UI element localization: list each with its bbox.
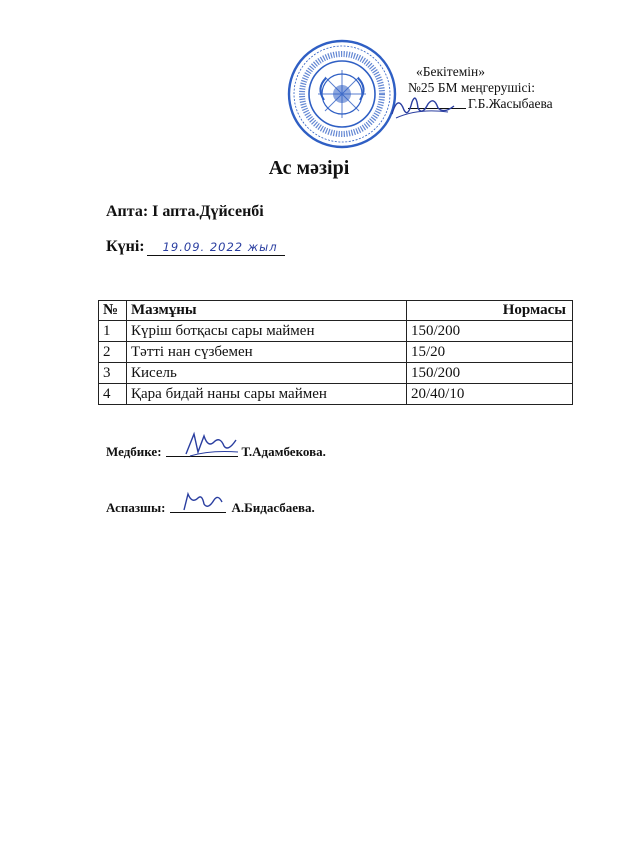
cell-norm: 150/200 bbox=[407, 321, 573, 342]
cell-norm: 150/200 bbox=[407, 363, 573, 384]
table-row bbox=[99, 342, 573, 363]
approval-position: №25 БМ меңгерушісі: bbox=[408, 80, 535, 95]
nurse-label: Медбике: bbox=[106, 444, 162, 459]
cell-dish: Қара бидай наны сары маймен bbox=[127, 384, 407, 405]
table-row bbox=[99, 321, 573, 342]
cook-label: Аспазшы: bbox=[106, 500, 166, 515]
cell-norm: 15/20 bbox=[407, 342, 573, 363]
table-header-row bbox=[99, 301, 573, 321]
cell-dish: Тәтті нан сүзбемен bbox=[127, 342, 407, 363]
cell-number: 2 bbox=[99, 342, 127, 363]
cook-name: А.Бидасбаева. bbox=[231, 500, 315, 515]
cell-norm: 20/40/10 bbox=[407, 384, 573, 405]
week-line: Апта: І апта.Дүйсенбі bbox=[106, 203, 264, 220]
nurse-name: Т.Адамбекова. bbox=[241, 444, 326, 459]
page-title: Ас мәзірі bbox=[268, 157, 350, 179]
cell-dish: Күріш ботқасы сары маймен bbox=[127, 321, 407, 342]
cook-signature bbox=[178, 488, 226, 516]
cell-dish: Кисель bbox=[127, 363, 407, 384]
menu-table bbox=[98, 300, 573, 405]
date-value: 19.09. 2022 жыл bbox=[147, 240, 285, 256]
cell-number: 3 bbox=[99, 363, 127, 384]
nurse-signature bbox=[180, 428, 242, 460]
table-row bbox=[99, 384, 573, 405]
approval-name: Г.Б.Жасыбаева bbox=[468, 96, 553, 111]
col-header-number: № bbox=[99, 301, 127, 321]
col-header-norm: Нормасы bbox=[407, 301, 573, 321]
col-header-content: Мазмұны bbox=[127, 301, 407, 321]
head-signature bbox=[388, 88, 458, 122]
table-row bbox=[99, 363, 573, 384]
official-stamp bbox=[286, 38, 398, 150]
approval-label: «Бекітемін» bbox=[416, 64, 485, 79]
cell-number: 1 bbox=[99, 321, 127, 342]
date-row bbox=[106, 238, 285, 256]
date-label: Күні: bbox=[106, 238, 145, 255]
cell-number: 4 bbox=[99, 384, 127, 405]
